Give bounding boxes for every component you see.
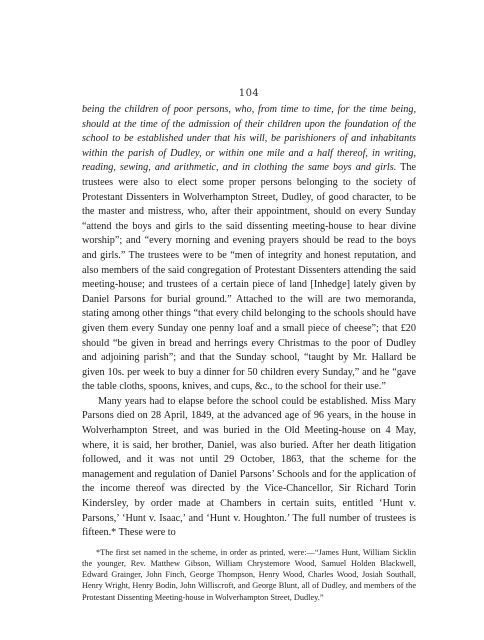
body-text xyxy=(82,103,416,541)
document-page xyxy=(82,88,416,603)
paragraph-1 xyxy=(82,103,416,395)
paragraph-2: Many years had to elapse before the school could be established. Miss Mary Parsons died on 28 April, 1849, at the advanced age of 96 years, in the house in Wolverhampton Street, and was buried in the Old Meeting-house on 4 May, where, it is said, her brother, Daniel, was also buried. After her death litigation followed, and it was not until 29 October, 1863, that the scheme for the management and regulation of Daniel Parsons’ Schools and for the application of the income thereof was directed by the Vice-Chancellor, Sir Richard Torin Kindersley, by order made at Chambers in certain suits, entitled ‘Hunt v. Parsons,’ ‘Hunt v. Isaac,’ and ‘Hunt v. Houghton.’ The full number of trustees is fifteen.* These were to xyxy=(82,395,416,539)
page-number: 104 xyxy=(238,88,260,99)
footnote: *The first set named in the scheme, in order as printed, were:—“James Hunt, William Sicklin the younger, Rev. Matthew Gibson, William Chrystemore Wood, Samuel Holden Blackwell, Edward Grainger, John Finch, George Thompson, Henry Wood, Charles Wood, Josiah Southall, Henry Wright, Henry Bodin, John Williscroft, and George Blunt, all of Dudley, and members of the Protestant Dissenting Meeting-house in Wolverhampton Street, Dudley.” xyxy=(82,547,416,602)
paragraph-1-text: The trustees were also to elect some proper persons belonging to the society of Protestant Dissenters in Wolverhampton Street, Dudley, of good character, to be the master and mistress, who, after their appointment, should on every Sunday “attend the boys and girls to the said dissenting meeting-house to hear divine worship”; and “every morning and evening prayers should be read to the boys and girls.” The trustees were to be “men of integrity and honest reputation, and also members of the said congregation of Protestant Dissenters attending the said meeting-house; and trustees of a certain piece of land [Inhedge] lately given by Daniel Parsons for burial ground.” Attached to the will are two memoranda, stating among other things “that every child belonging to the schools should have given them every Sunday one penny loaf and a small piece of cheese”; that £20 should “be given in bread and herrings every Christmas to the poor of Dudley and adjoining parish”; and that the Sunday school, “taught by Mr. Hallard be given 10s. per week to buy a dinner for 50 children every Sunday,” and he “gave the table cloths, spoons, knives, and cups, &c., to the school for their use.” xyxy=(82,162,416,393)
paragraph-1-italic-clause: being the children of poor persons, who, from time to time, for the time being, should at the time of the admission of their children upon the foundation of the school to be established under that his will, be parishioners of and inhabitants within the parish of Dudley, or within one mile and a half thereof, in writing, reading, sewing, and arithmetic, and in clothing the same boys and girls. xyxy=(82,104,416,174)
